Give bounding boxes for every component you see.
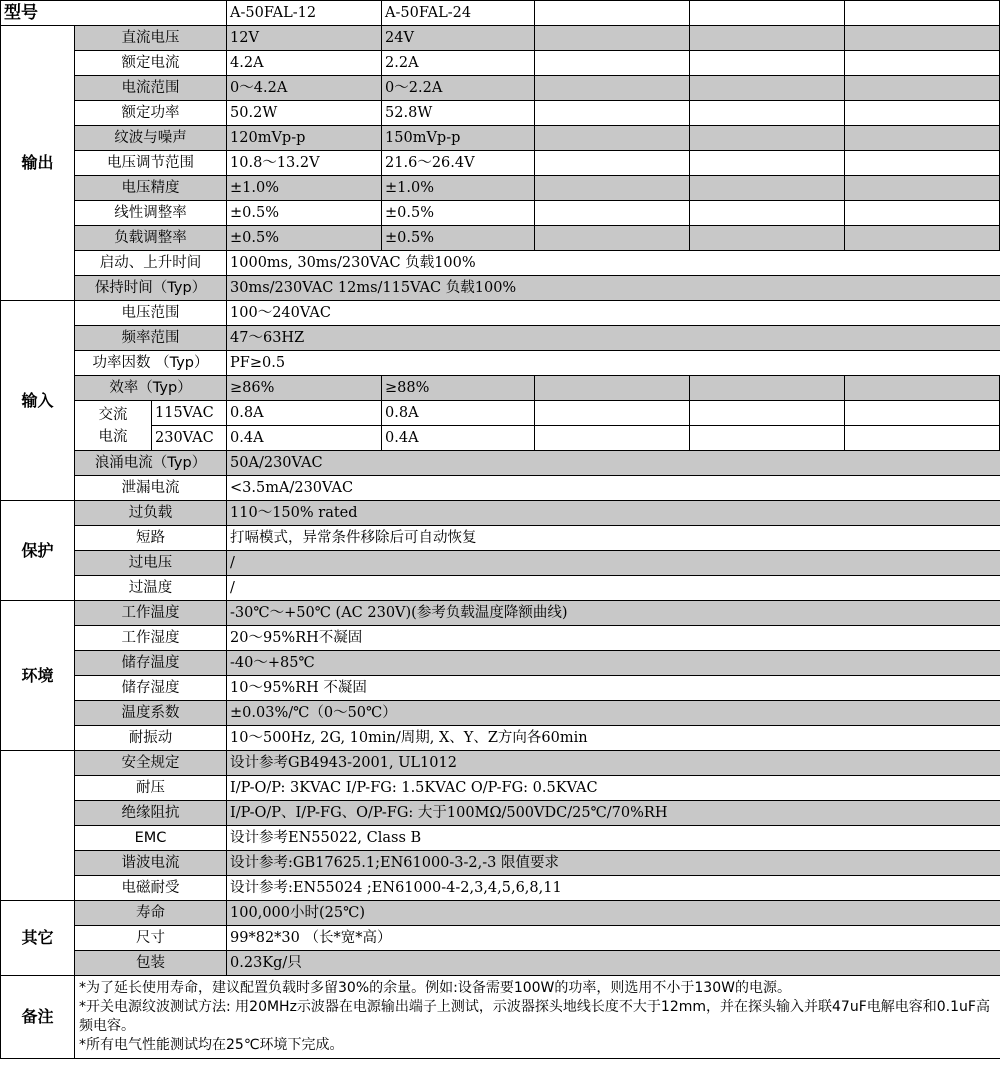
value-cell: 110～150% rated bbox=[227, 501, 1000, 526]
notes-cell bbox=[75, 976, 1000, 1059]
table-row bbox=[1, 776, 1000, 801]
value-cell: 1000ms, 30ms/230VAC 负载100% bbox=[227, 251, 1000, 276]
value-cell: 47～63HZ bbox=[227, 326, 1000, 351]
value-cell: 0.8A bbox=[382, 401, 535, 426]
empty-cell bbox=[845, 26, 1000, 51]
table-row bbox=[1, 751, 1000, 776]
value-cell: 100～240VAC bbox=[227, 301, 1000, 326]
row-label: 安全规定 bbox=[75, 751, 227, 776]
empty-cell bbox=[535, 26, 690, 51]
table-row bbox=[1, 226, 1000, 251]
value-cell: 设计参考:GB17625.1;EN61000-3-2,-3 限值要求 bbox=[227, 851, 1000, 876]
table-row bbox=[1, 876, 1000, 901]
empty-cell bbox=[535, 226, 690, 251]
row-label: 过电压 bbox=[75, 551, 227, 576]
row-label: 工作温度 bbox=[75, 601, 227, 626]
value-cell: 20～95%RH不凝固 bbox=[227, 626, 1000, 651]
model-cell: A-50FAL-12 bbox=[227, 1, 382, 26]
value-cell: 设计参考EN55022, Class B bbox=[227, 826, 1000, 851]
section-input-title: 输入 bbox=[1, 301, 75, 501]
value-cell: 设计参考:EN55024 ;EN61000-4-2,3,4,5,6,8,11 bbox=[227, 876, 1000, 901]
section-notes-title: 备注 bbox=[1, 976, 75, 1059]
note-line: *所有电气性能测试均在25℃环境下完成。 bbox=[79, 1037, 344, 1053]
empty-cell bbox=[690, 226, 845, 251]
value-cell: 10～95%RH 不凝固 bbox=[227, 676, 1000, 701]
row-label: 谐波电流 bbox=[75, 851, 227, 876]
empty-cell bbox=[845, 126, 1000, 151]
value-cell: 50A/230VAC bbox=[227, 451, 1000, 476]
row-label: 储存湿度 bbox=[75, 676, 227, 701]
value-cell: 设计参考GB4943-2001, UL1012 bbox=[227, 751, 1000, 776]
empty-cell bbox=[690, 101, 845, 126]
empty-cell bbox=[690, 26, 845, 51]
table-row bbox=[1, 601, 1000, 626]
value-cell: 52.8W bbox=[382, 101, 535, 126]
section-protection-title: 保护 bbox=[1, 501, 75, 601]
row-label: 功率因数 （Typ） bbox=[75, 351, 227, 376]
empty-cell bbox=[690, 76, 845, 101]
row-label: 电压调节范围 bbox=[75, 151, 227, 176]
value-cell: 10.8～13.2V bbox=[227, 151, 382, 176]
empty-cell bbox=[690, 151, 845, 176]
row-label: 浪涌电流（Typ） bbox=[75, 451, 227, 476]
row-label: 短路 bbox=[75, 526, 227, 551]
row-label: 温度系数 bbox=[75, 701, 227, 726]
row-label: 耐振动 bbox=[75, 726, 227, 751]
section-environment-title: 环境 bbox=[1, 601, 75, 751]
row-label: 包装 bbox=[75, 951, 227, 976]
row-label: 直流电压 bbox=[75, 26, 227, 51]
value-cell: 打嗝模式，异常条件移除后可自动恢复 bbox=[227, 526, 1000, 551]
empty-cell bbox=[845, 176, 1000, 201]
table-row bbox=[1, 201, 1000, 226]
value-cell: ≥88% bbox=[382, 376, 535, 401]
notes-row bbox=[1, 976, 1000, 1059]
empty-cell bbox=[535, 176, 690, 201]
value-cell: 30ms/230VAC 12ms/115VAC 负载100% bbox=[227, 276, 1000, 301]
empty-cell bbox=[845, 151, 1000, 176]
table-row bbox=[1, 476, 1000, 501]
row-label: 电磁耐受 bbox=[75, 876, 227, 901]
table-row bbox=[1, 651, 1000, 676]
value-cell: ≥86% bbox=[227, 376, 382, 401]
value-cell: ±0.03%/℃（0～50℃） bbox=[227, 701, 1000, 726]
row-label: 启动、上升时间 bbox=[75, 251, 227, 276]
row-label: 寿命 bbox=[75, 901, 227, 926]
model-label: 型号 bbox=[1, 1, 227, 26]
table-row bbox=[1, 926, 1000, 951]
row-label: 工作湿度 bbox=[75, 626, 227, 651]
section-other-title: 其它 bbox=[1, 901, 75, 976]
row-label: EMC bbox=[75, 826, 227, 851]
empty-cell bbox=[690, 126, 845, 151]
row-label: 负载调整率 bbox=[75, 226, 227, 251]
row-label: 过负载 bbox=[75, 501, 227, 526]
table-row bbox=[1, 376, 1000, 401]
table-row bbox=[1, 51, 1000, 76]
value-cell: 4.2A bbox=[227, 51, 382, 76]
ac-current-label-line1: 交流 bbox=[98, 406, 128, 423]
value-cell: PF≥0.5 bbox=[227, 351, 1000, 376]
empty-cell bbox=[535, 426, 690, 451]
value-cell: ±0.5% bbox=[382, 226, 535, 251]
note-line: *开关电源纹波测试方法: 用20MHz示波器在电源输出端子上测试，示波器探头地线长度不大于12mm，并在探头输入并联47uF电解电容和0.1uF高频电容。 bbox=[79, 999, 990, 1034]
table-row bbox=[1, 951, 1000, 976]
ac-current-label bbox=[75, 401, 152, 451]
value-cell: 0.4A bbox=[227, 426, 382, 451]
row-label: 尺寸 bbox=[75, 926, 227, 951]
empty-cell bbox=[845, 401, 1000, 426]
sub-label: 115VAC bbox=[152, 401, 227, 426]
table-row bbox=[1, 326, 1000, 351]
table-row bbox=[1, 101, 1000, 126]
empty-cell bbox=[845, 376, 1000, 401]
empty-cell bbox=[690, 376, 845, 401]
value-cell: I/P-O/P、I/P-FG、O/P-FG: 大于100MΩ/500VDC/25℃/70%RH bbox=[227, 801, 1000, 826]
model-cell bbox=[690, 1, 845, 26]
empty-cell bbox=[535, 126, 690, 151]
section-safety-title bbox=[1, 751, 75, 901]
row-label: 额定电流 bbox=[75, 51, 227, 76]
empty-cell bbox=[845, 226, 1000, 251]
table-row bbox=[1, 576, 1000, 601]
row-label: 额定功率 bbox=[75, 101, 227, 126]
value-cell: / bbox=[227, 551, 1000, 576]
table-row bbox=[1, 351, 1000, 376]
row-label: 纹波与噪声 bbox=[75, 126, 227, 151]
value-cell: I/P-O/P: 3KVAC I/P-FG: 1.5KVAC O/P-FG: 0.5KVAC bbox=[227, 776, 1000, 801]
note-line: *为了延长使用寿命，建议配置负载时多留30%的余量。例如:设备需要100W的功率，则选用不小于130W的电源。 bbox=[79, 980, 791, 996]
table-row bbox=[1, 276, 1000, 301]
model-cell bbox=[845, 1, 1000, 26]
row-label: 储存温度 bbox=[75, 651, 227, 676]
value-cell: 50.2W bbox=[227, 101, 382, 126]
table-row bbox=[1, 626, 1000, 651]
value-cell: -40～+85℃ bbox=[227, 651, 1000, 676]
value-cell: ±1.0% bbox=[227, 176, 382, 201]
table-row bbox=[1, 251, 1000, 276]
empty-cell bbox=[845, 51, 1000, 76]
table-row bbox=[1, 726, 1000, 751]
model-row bbox=[1, 1, 1000, 26]
table-row bbox=[1, 901, 1000, 926]
empty-cell bbox=[690, 401, 845, 426]
row-label: 线性调整率 bbox=[75, 201, 227, 226]
empty-cell bbox=[535, 201, 690, 226]
table-row bbox=[1, 151, 1000, 176]
section-output-title: 输出 bbox=[1, 26, 75, 301]
row-label: 泄漏电流 bbox=[75, 476, 227, 501]
table-row bbox=[1, 551, 1000, 576]
empty-cell bbox=[845, 76, 1000, 101]
row-label: 过温度 bbox=[75, 576, 227, 601]
row-label: 频率范围 bbox=[75, 326, 227, 351]
value-cell: 0.8A bbox=[227, 401, 382, 426]
table-row bbox=[1, 501, 1000, 526]
empty-cell bbox=[535, 76, 690, 101]
empty-cell bbox=[845, 101, 1000, 126]
value-cell: 2.2A bbox=[382, 51, 535, 76]
empty-cell bbox=[535, 376, 690, 401]
value-cell: ±0.5% bbox=[382, 201, 535, 226]
value-cell: ±0.5% bbox=[227, 226, 382, 251]
empty-cell bbox=[535, 101, 690, 126]
table-row bbox=[1, 301, 1000, 326]
model-cell: A-50FAL-24 bbox=[382, 1, 535, 26]
row-label: 耐压 bbox=[75, 776, 227, 801]
table-row bbox=[1, 126, 1000, 151]
row-label: 保持时间（Typ） bbox=[75, 276, 227, 301]
table-row bbox=[1, 176, 1000, 201]
empty-cell bbox=[845, 426, 1000, 451]
table-row bbox=[1, 701, 1000, 726]
table-row bbox=[1, 401, 1000, 426]
empty-cell bbox=[535, 51, 690, 76]
value-cell: / bbox=[227, 576, 1000, 601]
value-cell: ±1.0% bbox=[382, 176, 535, 201]
value-cell: 0.23Kg/只 bbox=[227, 951, 1000, 976]
value-cell: <3.5mA/230VAC bbox=[227, 476, 1000, 501]
table-row bbox=[1, 451, 1000, 476]
row-label: 电压精度 bbox=[75, 176, 227, 201]
value-cell: 10～500Hz, 2G, 10min/周期, X、Y、Z方向各60min bbox=[227, 726, 1000, 751]
empty-cell bbox=[690, 201, 845, 226]
table-row bbox=[1, 851, 1000, 876]
empty-cell bbox=[535, 401, 690, 426]
sub-label: 230VAC bbox=[152, 426, 227, 451]
table-row bbox=[1, 826, 1000, 851]
value-cell: 120mVp-p bbox=[227, 126, 382, 151]
value-cell: 21.6～26.4V bbox=[382, 151, 535, 176]
empty-cell bbox=[690, 51, 845, 76]
ac-current-label-line2: 电流 bbox=[98, 428, 128, 445]
empty-cell bbox=[690, 426, 845, 451]
model-cell bbox=[535, 1, 690, 26]
table-row bbox=[1, 76, 1000, 101]
row-label: 绝缘阻抗 bbox=[75, 801, 227, 826]
table-row bbox=[1, 526, 1000, 551]
row-label: 电流范围 bbox=[75, 76, 227, 101]
empty-cell bbox=[845, 201, 1000, 226]
empty-cell bbox=[535, 151, 690, 176]
value-cell: 99*82*30 （长*宽*高） bbox=[227, 926, 1000, 951]
row-label: 电压范围 bbox=[75, 301, 227, 326]
value-cell: 12V bbox=[227, 26, 382, 51]
row-label: 效率（Typ） bbox=[75, 376, 227, 401]
table-row bbox=[1, 801, 1000, 826]
value-cell: 0.4A bbox=[382, 426, 535, 451]
value-cell: 24V bbox=[382, 26, 535, 51]
value-cell: -30℃～+50℃ (AC 230V)(参考负载温度降额曲线) bbox=[227, 601, 1000, 626]
table-row bbox=[1, 676, 1000, 701]
value-cell: 0～4.2A bbox=[227, 76, 382, 101]
value-cell: 150mVp-p bbox=[382, 126, 535, 151]
value-cell: ±0.5% bbox=[227, 201, 382, 226]
value-cell: 0～2.2A bbox=[382, 76, 535, 101]
value-cell: 100,000小时(25℃) bbox=[227, 901, 1000, 926]
table-row bbox=[1, 26, 1000, 51]
empty-cell bbox=[690, 176, 845, 201]
